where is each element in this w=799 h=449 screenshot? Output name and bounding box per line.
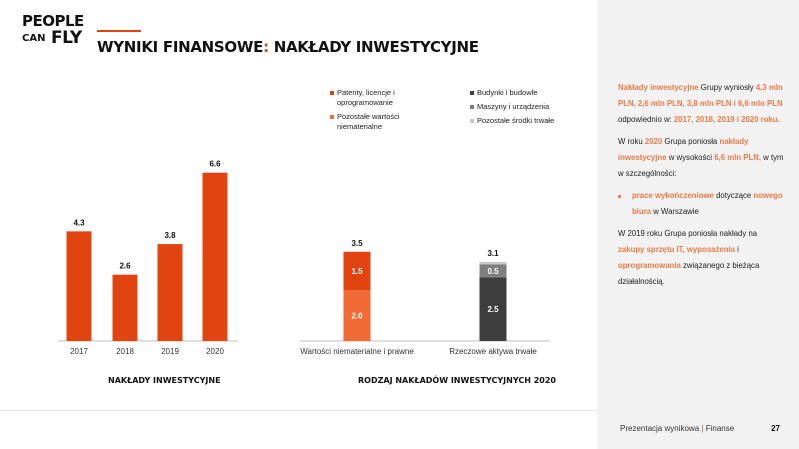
- data-label-2020: 6.6: [209, 159, 221, 169]
- legend-swatch: [470, 105, 474, 109]
- tick-label-2020: 2020: [206, 347, 224, 356]
- paragraph-2020: [618, 134, 784, 182]
- text-run: w tym w szczególności:: [618, 153, 784, 178]
- text-run: Grupy wyniosły: [698, 83, 756, 92]
- text-run: 2017, 2018, 2019 i 2020 roku.: [673, 115, 780, 124]
- segment-label: 2.0: [351, 311, 363, 321]
- legend-item-other-intangibles: Pozostałe wartości niematerialne: [330, 112, 425, 132]
- paragraph-2019: [618, 226, 784, 290]
- text-run: 6,6 mln PLN,: [714, 153, 762, 162]
- text-run: w wysokości: [666, 153, 715, 162]
- company-logo: PEOPLE CAN FLY: [22, 12, 84, 48]
- data-label-2019: 3.8: [164, 231, 176, 241]
- page-title: WYNIKI FINANSOWE: NAKŁADY INWESTYCYJNE: [97, 38, 479, 56]
- tick-label-2017: 2017: [70, 347, 88, 356]
- text-run: odpowiednio w:: [618, 115, 674, 124]
- tick-label-2018: 2018: [116, 347, 134, 356]
- text-run: dotyczące: [713, 191, 754, 200]
- bullet-dot: [618, 195, 621, 198]
- legend-swatch: [330, 91, 334, 95]
- legend-item-buildings: Budynki i budowle: [470, 88, 590, 98]
- text-run: oprogramowania: [618, 261, 681, 270]
- data-label-2017: 4.3: [73, 218, 85, 228]
- total-label: 3.1: [487, 248, 499, 258]
- segment-label: 1.5: [351, 266, 363, 276]
- text-run: i: [735, 245, 739, 254]
- page-number: 27: [771, 424, 780, 433]
- text-run: prace wykończeniowe: [632, 191, 714, 200]
- legend-swatch: [330, 115, 334, 119]
- text-run: 4,3 mln PLN, 2,6 mln PLN, 3,8 mln PLN i 6,6 mln PLN: [618, 83, 783, 108]
- bar-2019: [158, 244, 183, 341]
- text-run: zakupy sprzętu IT, wyposażenia: [618, 245, 735, 254]
- commentary-text: [618, 80, 784, 296]
- text-run: nakłady inwestycyjne: [618, 137, 749, 162]
- text-run: W 2019 roku Grupa poniosła nakłady na: [618, 229, 758, 238]
- text-run: nowego biura: [632, 191, 783, 216]
- bullet-office: [618, 188, 784, 220]
- legend-item-other-fixed-assets: Pozostałe środki trwałe: [470, 116, 590, 126]
- chart-title-capex: NAKŁADY INWESTYCYJNE: [108, 376, 221, 385]
- legend-swatch: [470, 91, 474, 95]
- text-run: związanego z bieżąca działalnością.: [618, 261, 760, 286]
- text-run: W roku: [618, 137, 645, 146]
- text-run: Grupa poniosła: [662, 137, 720, 146]
- paragraph-capex-summary: [618, 80, 784, 128]
- text-run: Nakłady inwestycyjne: [618, 83, 699, 92]
- segment-label: 2.5: [487, 305, 499, 315]
- tick-label: Wartości niematerialne i prawne: [300, 347, 414, 356]
- tick-label: Rzeczowe aktywa trwałe: [449, 347, 537, 356]
- segment-label: 0.5: [487, 266, 499, 276]
- bar-2018: [113, 275, 138, 341]
- chart-title-capex-type: RODZAJ NAKŁADÓW INWESTYCYJNYCH 2020: [358, 376, 556, 385]
- bar-2017: [67, 231, 92, 341]
- tick-label-2019: 2019: [161, 347, 179, 356]
- total-label: 3.5: [351, 238, 363, 248]
- legend-item-patents: Patenty, licencje i oprogramowanie: [330, 88, 425, 108]
- legend-item-machinery: Maszyny i urządzenia: [470, 102, 590, 112]
- legend-swatch: [470, 119, 474, 123]
- text-run: 2020: [644, 137, 663, 146]
- footer-divider: [0, 410, 597, 411]
- data-label-2018: 2.6: [119, 261, 131, 271]
- bar-2020: [203, 173, 228, 341]
- text-run: w Warszawie: [651, 207, 699, 216]
- stack-segment: [480, 262, 507, 265]
- footer: Prezentacja wynikowa | Finanse 27: [620, 424, 780, 433]
